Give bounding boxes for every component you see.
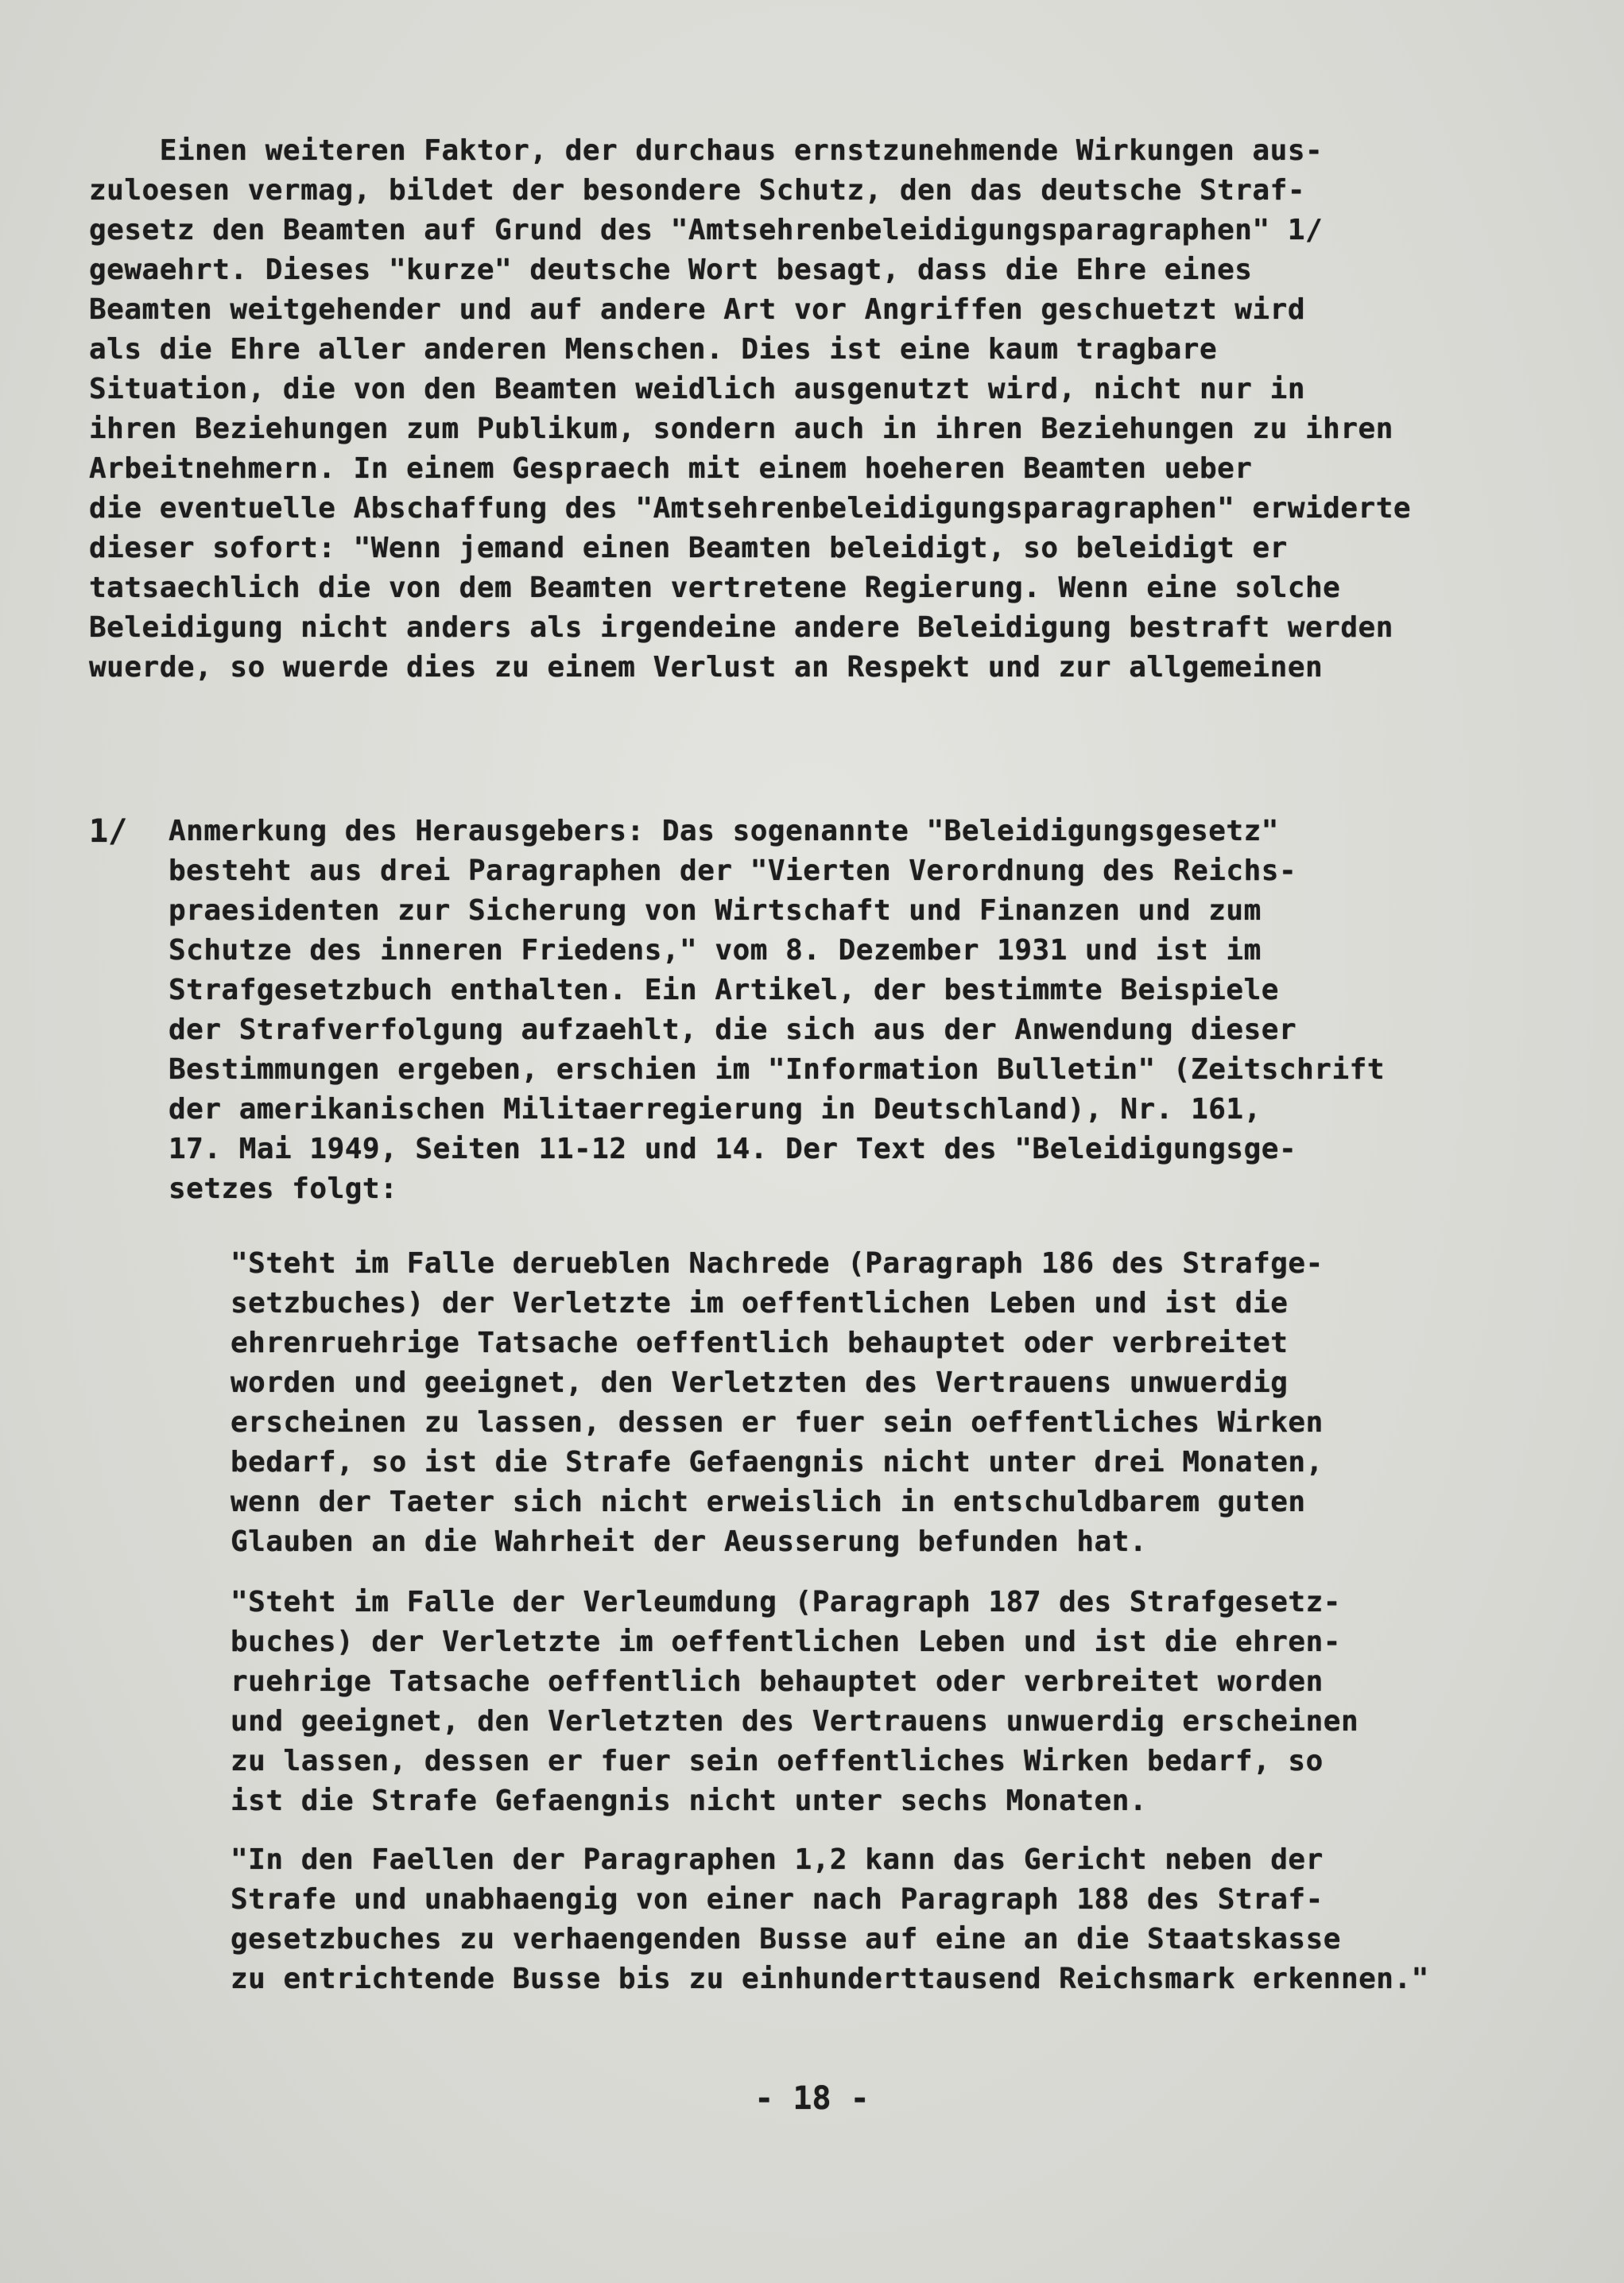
footnote-line: der Strafverfolgung aufzaehlt, die sich aus der Anwendung dieser <box>169 1014 1297 1046</box>
body-line: ihren Beziehungen zum Publikum, sondern auch in ihren Beziehungen zu ihren <box>89 413 1393 445</box>
footnote-marker: 1/ <box>89 813 128 850</box>
body-line: tatsaechlich die von dem Beamten vertretene Regierung. Wenn eine solche <box>89 572 1341 604</box>
body-line: die eventuelle Abschaffung des "Amtsehrenbeleidigungsparagraphen" erwiderte <box>89 492 1412 525</box>
quote-line: zu entrichtende Busse bis zu einhunderttausend Reichsmark erkennen." <box>231 1963 1429 1995</box>
footnote-line: praesidenten zur Sicherung von Wirtschaft und Finanzen und zum <box>169 894 1262 927</box>
quote-line: ruehrige Tatsache oeffentlich behauptet oder verbreitet worden <box>231 1665 1324 1698</box>
footnote-line: Anmerkung des Herausgebers: Das sogenannte "Beleidigungsgesetz" <box>169 815 1279 847</box>
quote-line: bedarf, so ist die Strafe Gefaengnis nicht unter drei Monaten, <box>231 1446 1324 1479</box>
body-line: Beleidigung nicht anders als irgendeine andere Beleidigung bestraft werden <box>89 611 1393 644</box>
footnote-line: Strafgesetzbuch enthalten. Ein Artikel, der bestimmte Beispiele <box>169 974 1279 1006</box>
body-line: zuloesen vermag, bildet der besondere Schutz, den das deutsche Straf- <box>89 174 1305 207</box>
body-line: Beamten weitgehender und auf andere Art vor Angriffen geschuetzt wird <box>89 293 1305 326</box>
quote-line: und geeignet, den Verletzten des Vertrauens unwuerdig erscheinen <box>231 1705 1359 1738</box>
quote-line: Strafe und unabhaengig von einer nach Paragraph 188 des Straf- <box>231 1883 1324 1916</box>
body-line: als die Ehre aller anderen Menschen. Dies ist eine kaum tragbare <box>89 333 1218 366</box>
footnote-line: der amerikanischen Militaerregierung in Deutschland), Nr. 161, <box>169 1093 1262 1126</box>
page-number: - 18 - <box>754 2080 870 2117</box>
body-line: gewaehrt. Dieses "kurze" deutsche Wort besagt, dass die Ehre eines <box>89 254 1253 286</box>
footnote-line: besteht aus drei Paragraphen der "Vierten Verordnung des Reichs- <box>169 855 1297 887</box>
quote-line: ist die Strafe Gefaengnis nicht unter sechs Monaten. <box>231 1785 1148 1817</box>
quote-line: worden und geeignet, den Verletzten des Vertrauens unwuerdig <box>231 1366 1289 1399</box>
footnote-line: Schutze des inneren Friedens," vom 8. Dezember 1931 und ist im <box>169 934 1262 967</box>
quote-line: Glauben an die Wahrheit der Aeusserung befunden hat. <box>231 1525 1148 1558</box>
quote-line: "Steht im Falle derueblen Nachrede (Paragraph 186 des Strafge- <box>231 1247 1324 1280</box>
footnote-line: Bestimmungen ergeben, erschien im "Information Bulletin" (Zeitschrift <box>169 1053 1385 1086</box>
body-line: wuerde, so wuerde dies zu einem Verlust an Respekt und zur allgemeinen <box>89 651 1324 684</box>
quote-line: ehrenruehrige Tatsache oeffentlich behauptet oder verbreitet <box>231 1327 1289 1359</box>
body-line: Arbeitnehmern. In einem Gespraech mit einem hoeheren Beamten ueber <box>89 452 1253 485</box>
quote-line: wenn der Taeter sich nicht erweislich in entschuldbarem guten <box>231 1486 1306 1518</box>
quote-line: gesetzbuches zu verhaengenden Busse auf eine an die Staatskasse <box>231 1923 1341 1955</box>
quote-line: buches) der Verletzte im oeffentlichen Leben und ist die ehren- <box>231 1626 1341 1658</box>
body-line: Situation, die von den Beamten weidlich ausgenutzt wird, nicht nur in <box>89 373 1305 405</box>
quote-line: "In den Faellen der Paragraphen 1,2 kann das Gericht neben der <box>231 1843 1324 1876</box>
footnote-line: 17. Mai 1949, Seiten 11-12 und 14. Der Text des "Beleidigungsge- <box>169 1133 1297 1165</box>
body-line: Einen weiteren Faktor, der durchaus ernstzunehmende Wirkungen aus- <box>89 134 1324 167</box>
footnote-line: setzes folgt: <box>169 1173 398 1205</box>
quote-line: erscheinen zu lassen, dessen er fuer sein oeffentliches Wirken <box>231 1406 1324 1439</box>
body-line: dieser sofort: "Wenn jemand einen Beamten beleidigt, so beleidigt er <box>89 532 1288 564</box>
quote-line: setzbuches) der Verletzte im oeffentlichen Leben und ist die <box>231 1287 1289 1320</box>
quote-line: zu lassen, dessen er fuer sein oeffentliches Wirken bedarf, so <box>231 1745 1324 1777</box>
quote-line: "Steht im Falle der Verleumdung (Paragraph 187 des Strafgesetz- <box>231 1586 1341 1618</box>
body-line: gesetz den Beamten auf Grund des "Amtsehrenbeleidigungsparagraphen" 1/ <box>89 214 1324 246</box>
